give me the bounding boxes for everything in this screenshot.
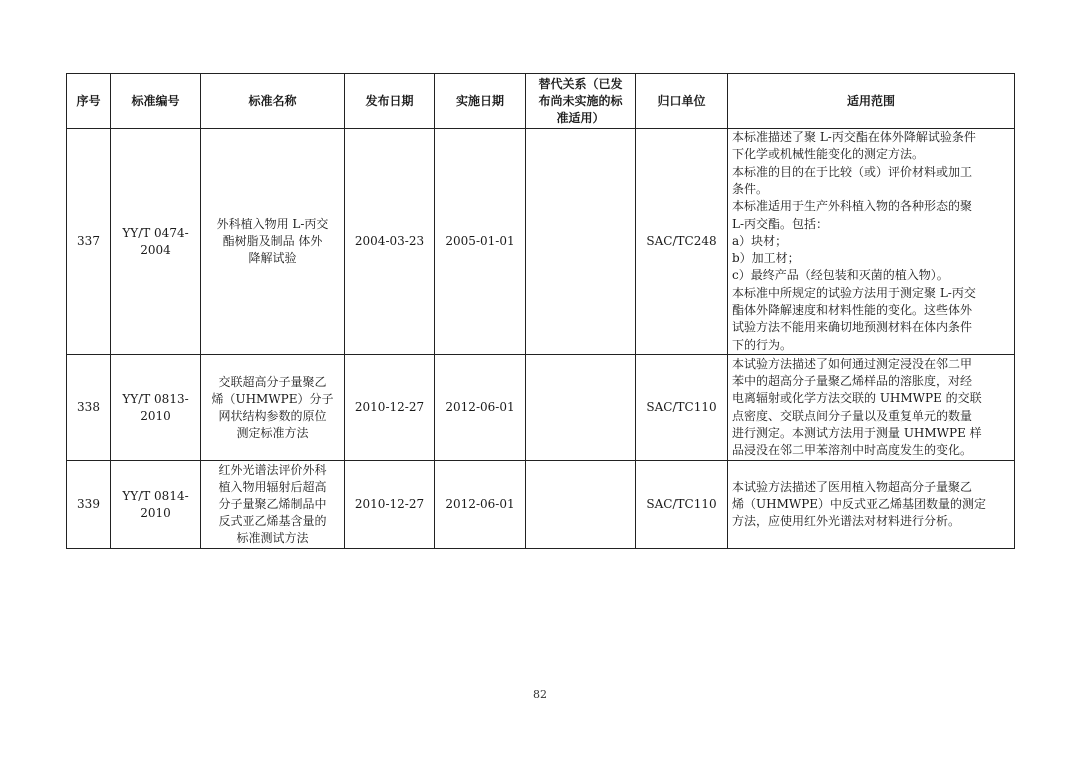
header-replaces: 替代关系（已发 布尚未实施的标 准适用） xyxy=(526,74,636,129)
row-effective: 2005-01-01 xyxy=(435,129,526,355)
row-replaces xyxy=(526,355,636,461)
row-effective: 2012-06-01 xyxy=(435,355,526,461)
table-row xyxy=(67,355,1015,461)
row-replaces xyxy=(526,129,636,355)
header-scope: 适用范围 xyxy=(728,74,1015,129)
row-committee: SAC/TC110 xyxy=(636,355,728,461)
row-no: 337 xyxy=(67,129,111,355)
row-scope: 本试验方法描述了如何通过测定浸没在邻二甲 苯中的超高分子量聚乙烯样品的溶胀度，对经 电离辐射或化学方法交联的 UHMWPE 的交联 点密度、交联点间分子量以及重复单元的数量 进行测定。本测试方法用于测量 UHMWPE 样 品浸没在邻二甲苯溶剂中时高度发生的变化。 xyxy=(728,355,1015,461)
row-code: YY/T 0814- 2010 xyxy=(111,461,201,549)
row-name: 外科植入物用 L-丙交 酯树脂及制品 体外 降解试验 xyxy=(201,129,345,355)
row-name: 红外光谱法评价外科 植入物用辐射后超高 分子量聚乙烯制品中 反式亚乙烯基含量的 标准测试方法 xyxy=(201,461,345,549)
row-committee: SAC/TC110 xyxy=(636,461,728,549)
row-scope: 本试验方法描述了医用植入物超高分子量聚乙 烯（UHMWPE）中反式亚乙烯基团数量的测定 方法，应使用红外光谱法对材料进行分析。 xyxy=(728,461,1015,549)
header-published: 发布日期 xyxy=(345,74,435,129)
row-code: YY/T 0813- 2010 xyxy=(111,355,201,461)
row-scope: 本标准描述了聚 L-丙交酯在体外降解试验条件 下化学或机械性能变化的测定方法。 本标准的目的在于比较（或）评价材料或加工 条件。 本标准适用于生产外科植入物的各种形态的聚 L-丙交酯。包括： a）块材； b）加工材； c）最终产品（经包装和灭菌的植入物）。 本标准中所规定的试验方法用于测定聚 L-丙交 酯体外降解速度和材料性能的变化。这些体外 试验方法不能用来确切地预测材料在体内条件 下的行为。 xyxy=(728,129,1015,355)
row-effective: 2012-06-01 xyxy=(435,461,526,549)
row-no: 339 xyxy=(67,461,111,549)
header-code: 标准编号 xyxy=(111,74,201,129)
header-committee: 归口单位 xyxy=(636,74,728,129)
header-no: 序号 xyxy=(67,74,111,129)
page-number: 82 xyxy=(533,688,547,701)
table-row xyxy=(67,461,1015,549)
row-committee: SAC/TC248 xyxy=(636,129,728,355)
standards-table xyxy=(66,73,1015,549)
row-published: 2010-12-27 xyxy=(345,355,435,461)
row-name: 交联超高分子量聚乙 烯（UHMWPE）分子 网状结构参数的原位 测定标准方法 xyxy=(201,355,345,461)
row-no: 338 xyxy=(67,355,111,461)
row-published: 2010-12-27 xyxy=(345,461,435,549)
table-row xyxy=(67,129,1015,355)
row-published: 2004-03-23 xyxy=(345,129,435,355)
header-effective: 实施日期 xyxy=(435,74,526,129)
table-header-row xyxy=(67,74,1015,129)
row-code: YY/T 0474- 2004 xyxy=(111,129,201,355)
header-name: 标准名称 xyxy=(201,74,345,129)
row-replaces xyxy=(526,461,636,549)
